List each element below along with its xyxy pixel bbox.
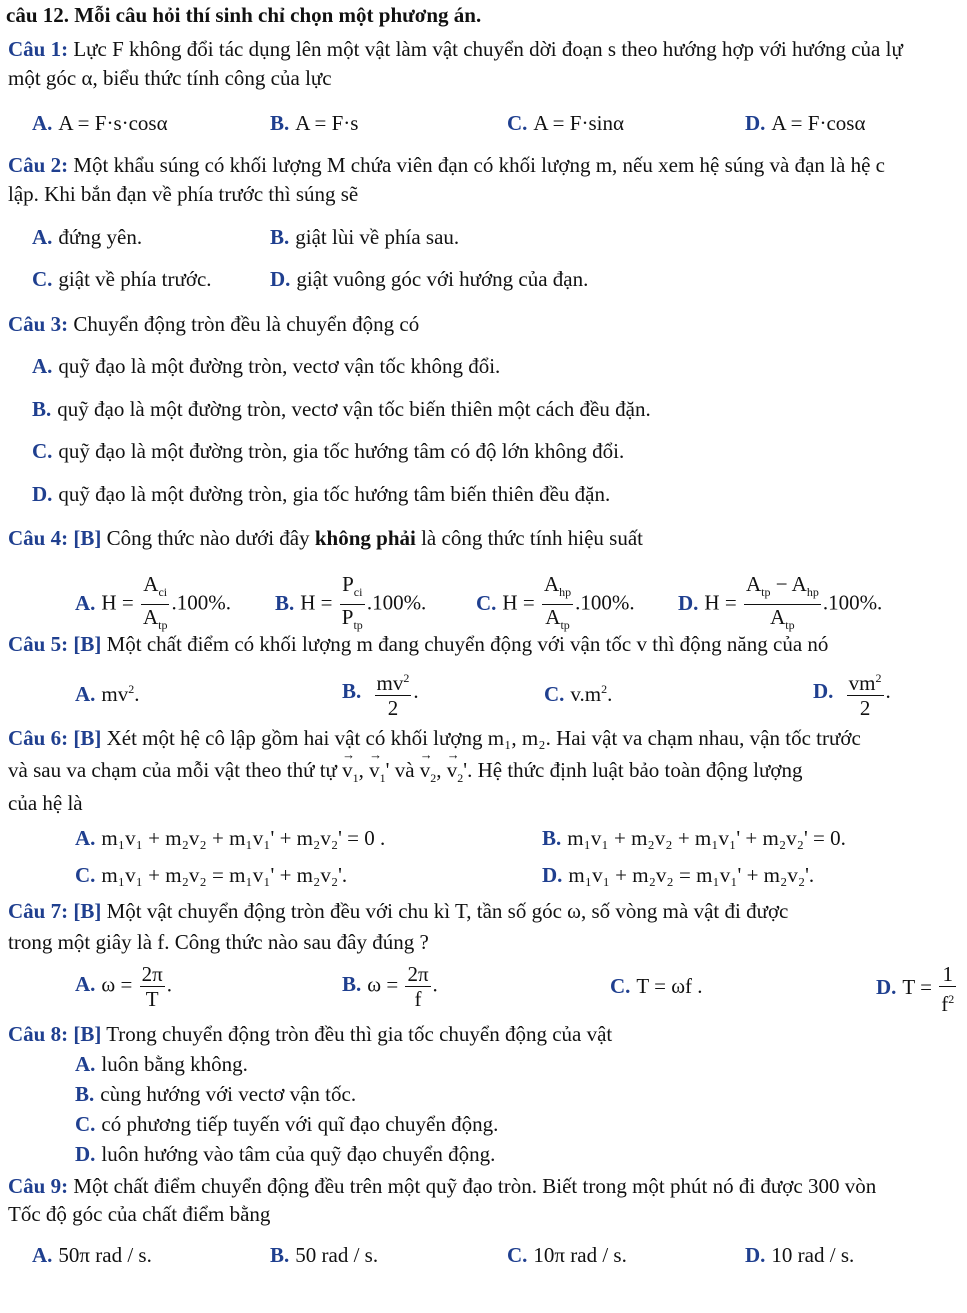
q9-text2: Tốc độ góc của chất điểm bằng	[8, 1202, 271, 1226]
q1-option-a[interactable]: A. A = F·s·cosα	[32, 111, 168, 135]
q8-option-b[interactable]: B. cùng hướng với vectơ vận tốc.	[75, 1082, 357, 1106]
q3-option-b[interactable]: B. quỹ đạo là một đường tròn, vectơ vận tốc biến thiên một cách đều đặn.	[32, 397, 651, 421]
q5-option-b[interactable]: B. $\frac{mv^2}{2}$ .	[342, 666, 419, 720]
q7-label: Câu 7:	[8, 899, 69, 923]
q2-stem-line1	[8, 152, 885, 178]
q2-option-c[interactable]: C. giật về phía trước.	[32, 267, 212, 291]
q8-option-c[interactable]: C. có phương tiếp tuyến với quĩ đạo chuyển động.	[75, 1112, 499, 1136]
q1-stem-line1	[8, 36, 903, 62]
q6-option-b[interactable]: B. m₁v₁ + m₂v₂ + m₁v₁' + m₂v₂' = 0.	[542, 826, 846, 850]
q2-option-a[interactable]: A. đứng yên.	[32, 225, 143, 249]
q2-option-b[interactable]: B. giật lùi về phía sau.	[270, 225, 460, 249]
q6-stem-line1: Câu 6: [B] Xét một hệ cô lập gồm hai vật có khối lượng m₁, m₂. Hai vật va chạm nhau, vận tốc trước	[8, 726, 861, 750]
q7-text2: trong một giây là f. Công thức nào sau đây đúng ?	[8, 930, 429, 954]
q8-option-a[interactable]: A. luôn bằng không.	[75, 1052, 248, 1076]
q3-option-a[interactable]: A. quỹ đạo là một đường tròn, vectơ vận tốc không đổi.	[32, 354, 501, 378]
q3-option-c[interactable]: C. quỹ đạo là một đường tròn, gia tốc hướng tâm có độ lớn không đổi.	[32, 439, 625, 463]
section-header: câu 12. Mỗi câu hỏi thí sinh chỉ chọn một phương án.	[6, 3, 482, 27]
q9-label: Câu 9:	[8, 1174, 69, 1198]
q8-option-d[interactable]: D. luôn hướng vào tâm của quỹ đạo chuyển động.	[75, 1142, 496, 1166]
q7-option-d[interactable]: D. T = $\frac{1}{f^2}$	[876, 962, 955, 1016]
q6-option-d[interactable]: D. m₁v₁ + m₂v₂ = m₁v₁' + m₂v₂'.	[542, 863, 815, 887]
q9-option-a[interactable]: A. 50π rad / s.	[32, 1243, 152, 1267]
q1-option-d[interactable]: D. A = F·cosα	[745, 111, 866, 135]
q9-option-b[interactable]: B. 50 rad / s.	[270, 1243, 379, 1267]
q7-option-b[interactable]: B. ω = $\frac{2\pi}{f}$ .	[342, 962, 438, 1011]
q4-option-c[interactable]: C. H = $\frac{A_{hp}}{A_{tp}}$ .100%.	[476, 572, 635, 633]
q2-text2: lập. Khi bắn đạn về phía trước thì súng sẽ	[8, 182, 359, 206]
q9-stem-line1: Câu 9: Một chất điểm chuyển động đều trên một quỹ đạo tròn. Biết trong một phút nó đi được 300 vòn	[8, 1174, 877, 1198]
q2-option-d[interactable]: D. giật vuông góc với hướng của đạn.	[270, 267, 589, 291]
q6-label: Câu 6:	[8, 726, 69, 750]
q4-level: [B]	[73, 526, 102, 550]
q5-option-d[interactable]: D. $\frac{vm^2}{2}$ .	[813, 666, 891, 720]
q1-text2: một góc α, biểu thức tính công của lực	[8, 66, 332, 90]
q6-text3: của hệ là	[8, 791, 83, 815]
q1-option-c[interactable]: C. A = F·sinα	[507, 111, 624, 135]
q7-stem-line1: Câu 7: [B] Một vật chuyển động tròn đều với chu kì T, tần số góc ω, số vòng mà vật đi được	[8, 899, 789, 923]
q4-label: Câu 4:	[8, 526, 69, 550]
q8-stem: Câu 8: [B] Trong chuyển động tròn đều thì gia tốc chuyển động của vật	[8, 1022, 613, 1046]
q6-stem-line2: và sau va chạm của mỗi vật theo thứ tự → $v_1$, → $v_1'$ và → $v_2$, → $v_2'$. Hệ thức định luật bảo toàn động lượng	[8, 757, 803, 791]
q2-text1: Một khẩu súng có khối lượng M chứa viên đạn có khối lượng m, nếu xem hệ súng và đạn là hệ c	[73, 153, 885, 177]
q1-text1: Lực F không đổi tác dụng lên một vật làm vật chuyển dời đoạn s theo hướng hợp với hướng của lự	[73, 37, 903, 61]
q5-option-c[interactable]: C. $v.m^2$.	[544, 682, 613, 706]
q3-stem	[8, 311, 419, 337]
q7-option-a[interactable]: A. ω = $\frac{2\pi}{T}$ .	[75, 962, 172, 1011]
q9-option-d[interactable]: D. 10 rad / s.	[745, 1243, 855, 1267]
q8-label: Câu 8:	[8, 1022, 69, 1046]
q9-option-c[interactable]: C. 10π rad / s.	[507, 1243, 627, 1267]
q5-stem: Câu 5: [B] Một chất điểm có khối lượng m đang chuyển động với vận tốc v thì động năng của nó	[8, 632, 829, 656]
q4-stem: Câu 4: [B] Công thức nào dưới đây không phải là công thức tính hiệu suất	[8, 526, 644, 550]
q3-option-d[interactable]: D. quỹ đạo là một đường tròn, gia tốc hướng tâm biến thiên đều đặn.	[32, 482, 611, 506]
q4-option-a[interactable]: A. H = $\frac{A_{ci}}{A_{tp}}$ .100%.	[75, 572, 231, 633]
q5-label: Câu 5:	[8, 632, 69, 656]
q7-option-c[interactable]: C. T = ωf .	[610, 974, 703, 998]
q5-option-a[interactable]: A. $mv^2$.	[75, 682, 140, 706]
q3-label: Câu 3:	[8, 312, 69, 336]
q2-label: Câu 2:	[8, 153, 69, 177]
q6-option-c[interactable]: C. m₁v₁ + m₂v₂ = m₁v₁' + m₂v₂'.	[75, 863, 348, 887]
q1-label: Câu 1:	[8, 37, 69, 61]
q1-option-b[interactable]: B. A = F·s	[270, 111, 359, 135]
q4-emphasis: không phải	[314, 526, 416, 550]
q4-option-b[interactable]: B. H = $\frac{P_{ci}}{P_{tp}}$ .100%.	[275, 572, 427, 633]
q4-option-d[interactable]: D. H = $\frac{A_{tp} - A_{hp}}{A_{tp}}$ .100%.	[678, 572, 883, 633]
q3-text: Chuyển động tròn đều là chuyển động có	[73, 312, 420, 336]
q6-option-a[interactable]: A. m₁v₁ + m₂v₂ + m₁v₁' + m₂v₂' = 0 .	[75, 826, 386, 850]
